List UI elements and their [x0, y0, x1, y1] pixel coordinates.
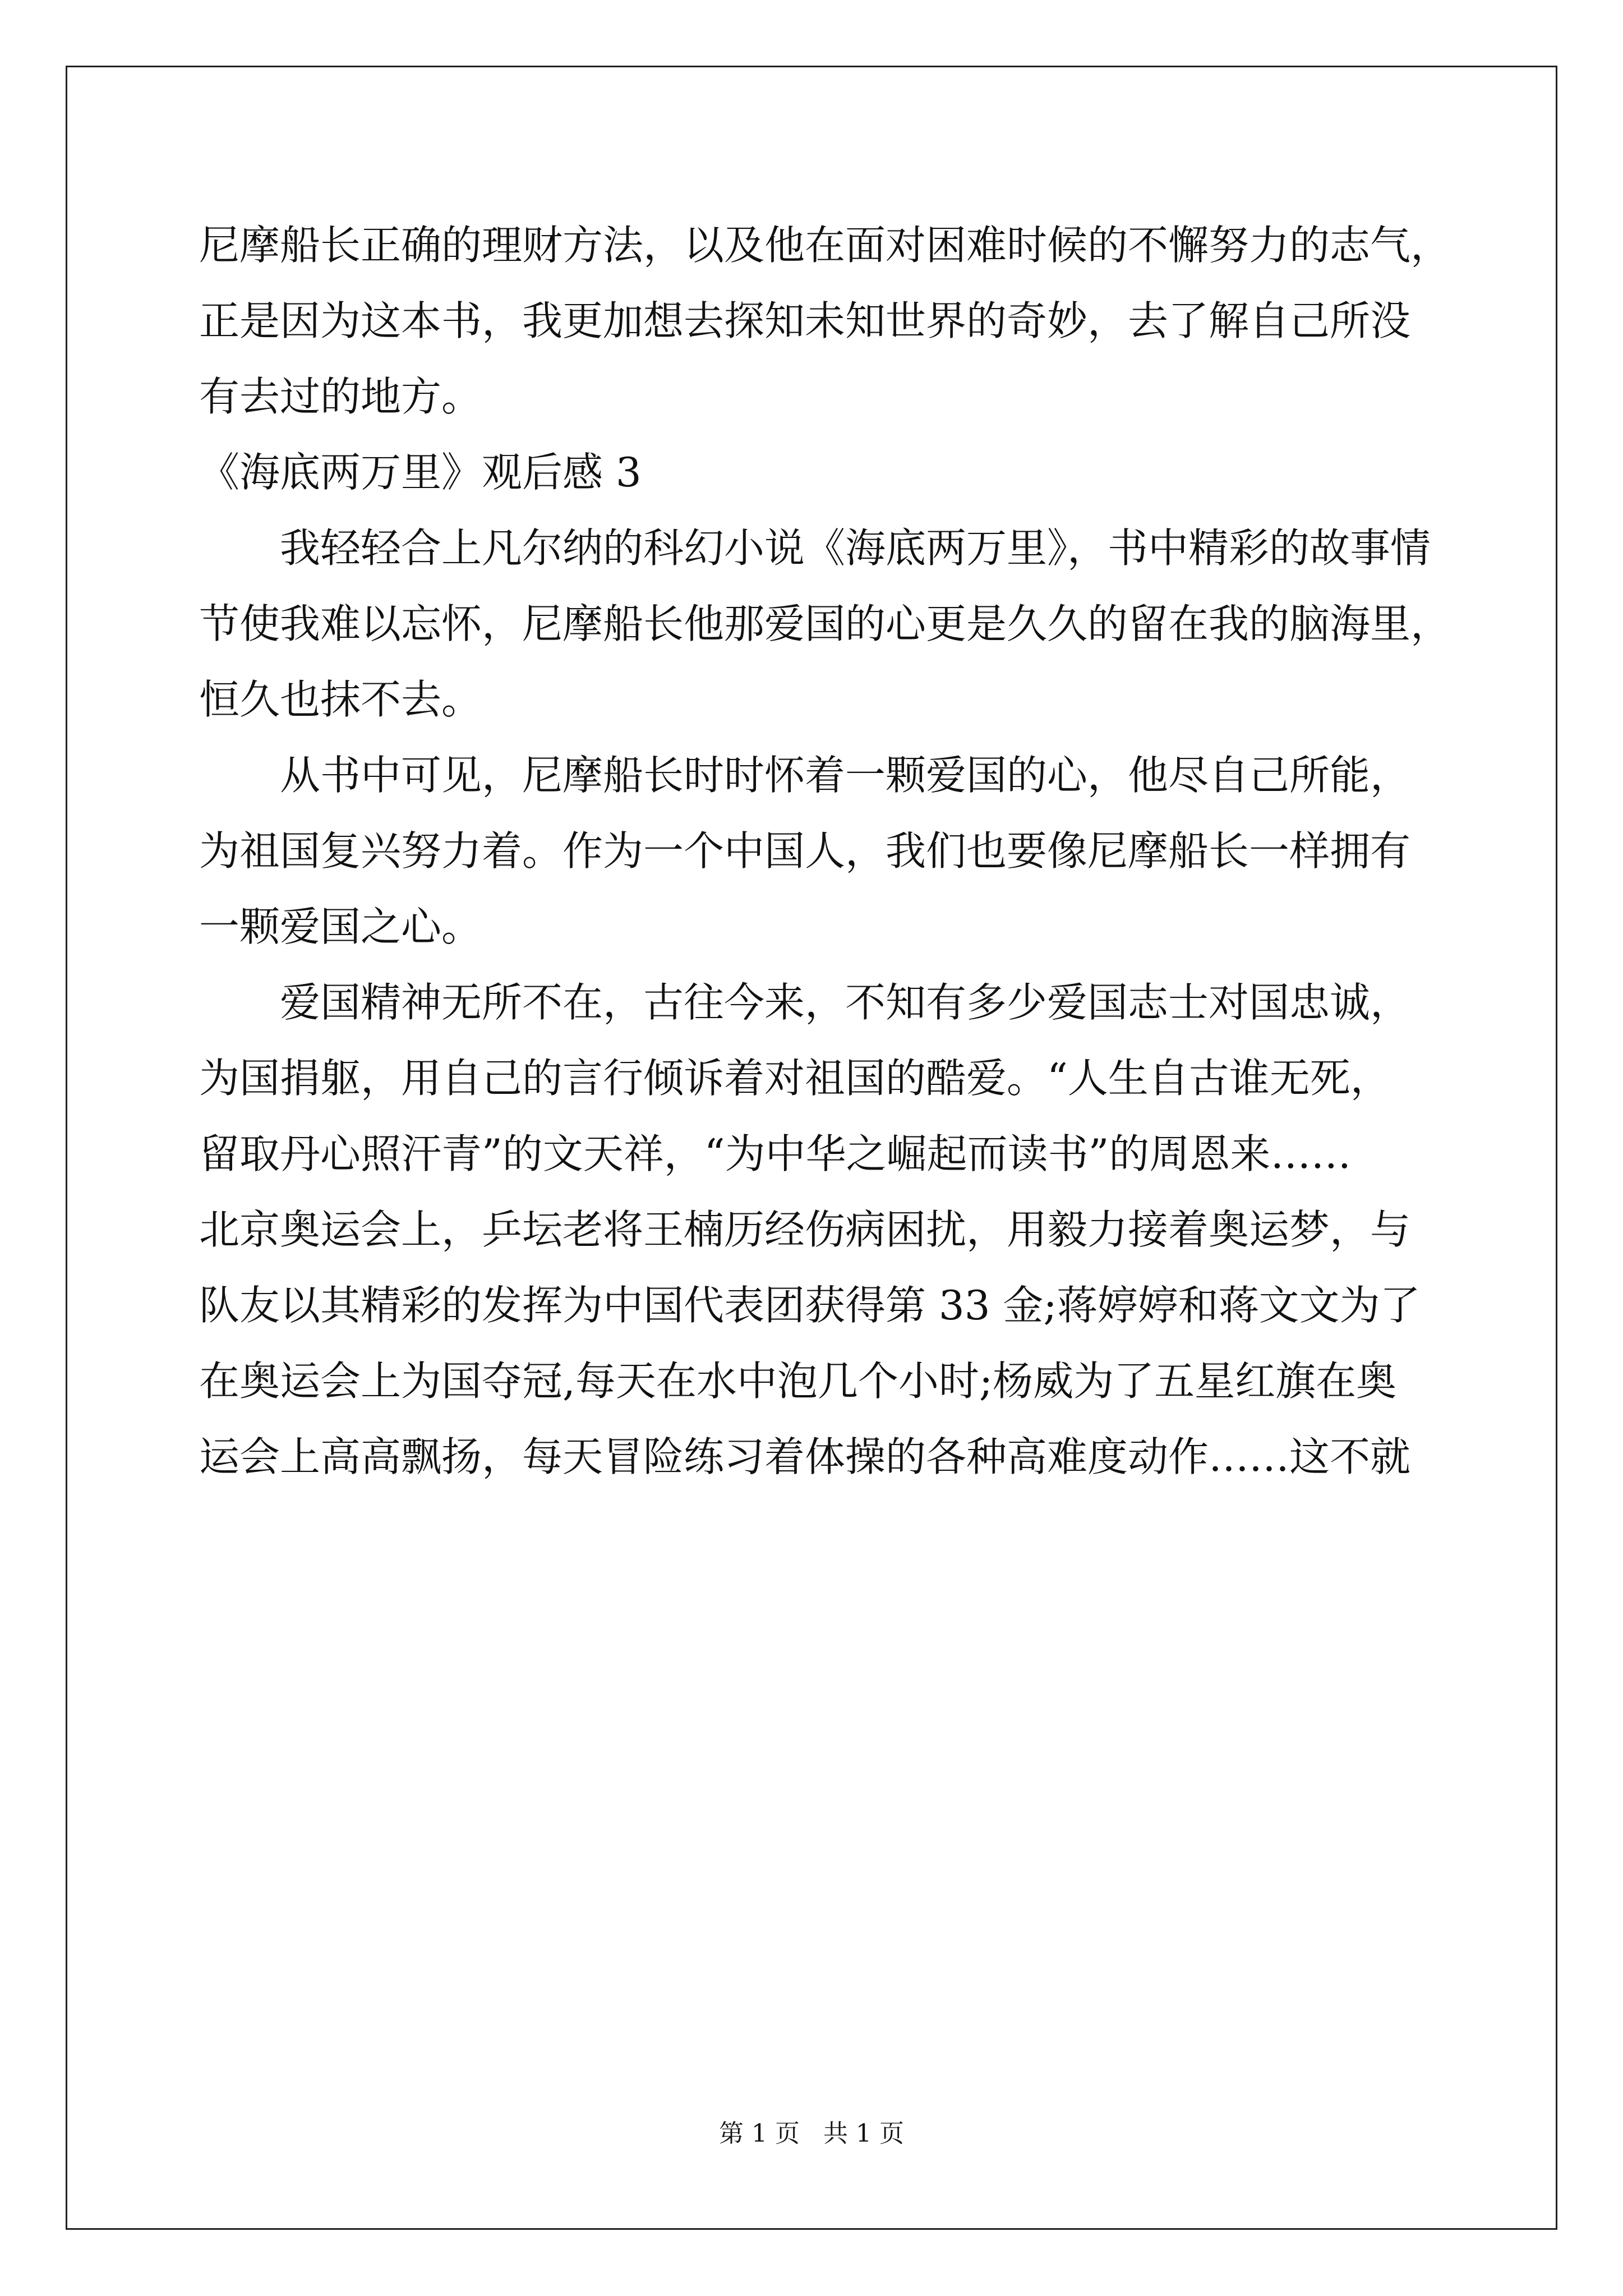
section-heading: 《海底两万里》观后感 3	[199, 449, 642, 496]
text-line: 队友以其精彩的发挥为中国代表团获得第 33 金;蒋婷婷和蒋文文为了	[199, 1282, 1421, 1329]
text-line: 我轻轻合上凡尔纳的科幻小说《海底两万里》，书中精彩的故事情	[199, 524, 1431, 572]
text-line: 一颗爱国之心。	[199, 903, 482, 950]
text-line: 从书中可见，尼摩船长时时怀着一颗爱国的心，他尽自己所能，	[199, 752, 1411, 799]
text-line: 运会上高高飘扬，每天冒险练习着体操的各种高难度动作……这不就	[199, 1433, 1411, 1480]
text-line: 留取丹心照汗青”的文天祥，“为中华之崛起而读书”的周恩来……	[199, 1130, 1352, 1177]
text-line: 为国捐躯，用自己的言行倾诉着对祖国的酷爱。“人生自古谁无死，	[199, 1055, 1391, 1102]
text-line: 正是因为这本书，我更加想去探知未知世界的奇妙，去了解自己所没	[199, 297, 1411, 344]
text-line: 在奥运会上为国夺冠,每天在水中泡几个小时;杨威为了五星红旗在奥	[199, 1358, 1397, 1405]
text-line: 恒久也抹不去。	[199, 676, 482, 723]
text-line: 节使我难以忘怀，尼摩船长他那爱国的心更是久久的留在我的脑海里，	[199, 600, 1451, 647]
text-line: 有去过的地方。	[199, 373, 482, 420]
document-body	[199, 208, 1478, 1495]
text-line: 北京奥运会上，乒坛老将王楠历经伤病困扰，用毅力接着奥运梦，与	[199, 1206, 1411, 1253]
text-line: 为祖国复兴努力着。作为一个中国人，我们也要像尼摩船长一样拥有	[199, 827, 1411, 875]
text-line: 爱国精神无所不在，古往今来，不知有多少爱国志士对国忠诚，	[199, 979, 1411, 1026]
page-footer: 第 1 页 共 1 页	[719, 2119, 904, 2148]
text-line: 尼摩船长正确的理财方法，以及他在面对困难时候的不懈努力的志气，	[199, 222, 1451, 269]
